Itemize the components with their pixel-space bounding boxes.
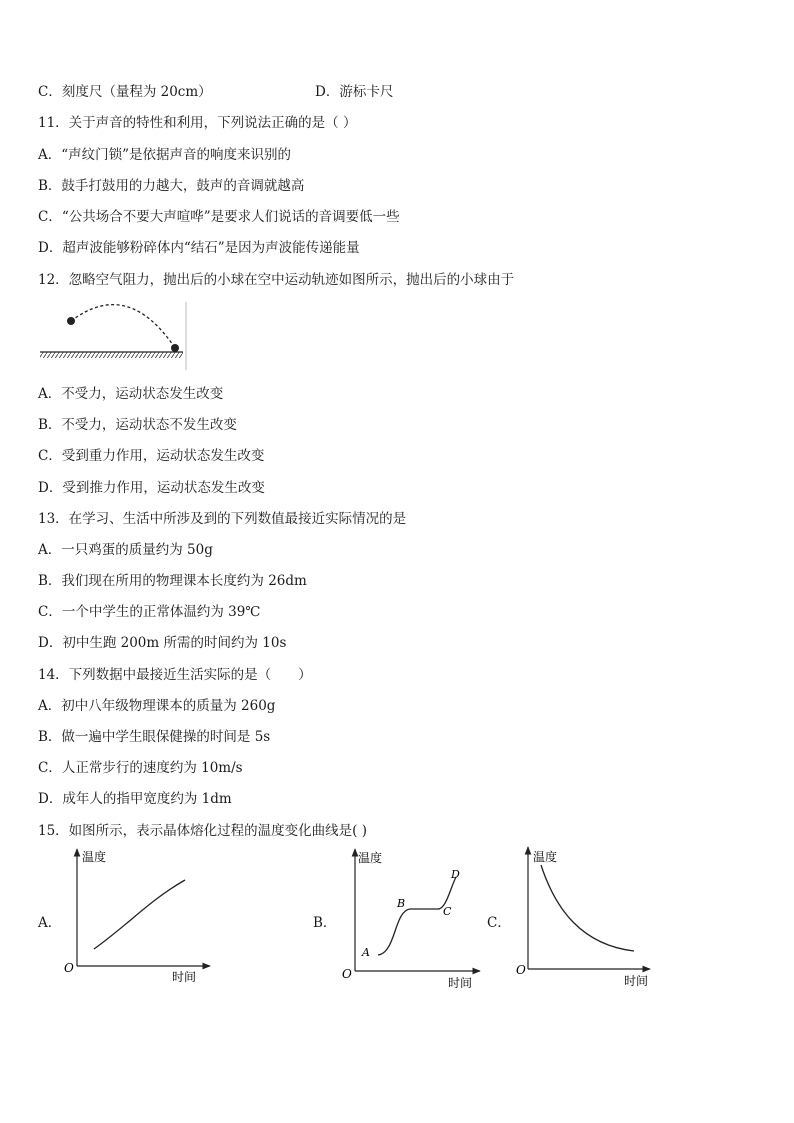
x-axis-label: 时间 <box>448 976 473 990</box>
q12-option-c: C．受到重力作用，运动状态发生改变 <box>38 448 265 464</box>
q11-option-d: D．超声波能够粉碎体内“结石”是因为声波能传递能量 <box>38 240 360 256</box>
q14-stem: 14．下列数据中最接近生活实际的是（ ） <box>38 667 312 683</box>
q14-option-d: D．成年人的指甲宽度约为 1dm <box>38 791 232 807</box>
q13-option-b: B．我们现在所用的物理课本长度约为 26dm <box>38 573 307 589</box>
q12-option-d: D．受到推力作用，运动状态发生改变 <box>38 480 265 496</box>
q11-option-b: B．鼓手打鼓用的力越大，鼓声的音调就越高 <box>38 178 305 194</box>
q12-ball-trajectory-figure <box>38 300 190 372</box>
trajectory-path <box>71 305 175 348</box>
origin-label: O <box>64 961 74 975</box>
q15-stem: 15．如图所示，表示晶体熔化过程的温度变化曲线是( ) <box>38 823 368 839</box>
q10-option-c: C．刻度尺（量程为 20cm） <box>38 84 212 100</box>
q14-option-b: B．做一遍中学生眼保健操的时间是 5s <box>38 729 271 745</box>
q12-stem: 12．忽略空气阻力，抛出后的小球在空中运动轨迹如图所示，抛出后的小球由于 <box>38 272 515 288</box>
q11-option-c: C．“公共场合不要大声喧哗”是要求人们说话的音调要低一些 <box>38 209 400 225</box>
q15-option-a-label: A． <box>38 915 62 931</box>
q13-option-c: C．一个中学生的正常体温约为 39℃ <box>38 604 261 620</box>
point-b-label: B <box>397 897 406 910</box>
x-axis-label: 时间 <box>172 970 197 984</box>
point-d-label: D <box>451 868 460 881</box>
x-axis-label: 时间 <box>624 974 649 988</box>
q14-option-c: C．人正常步行的速度约为 10m/s <box>38 760 243 776</box>
cooling-curve <box>541 865 634 951</box>
ball-end <box>171 344 179 352</box>
ball-start <box>67 317 75 325</box>
q13-option-d: D．初中生跑 200m 所需的时间约为 10s <box>38 635 287 651</box>
q10-option-d: D．游标卡尺 <box>315 84 394 100</box>
q13-stem: 13．在学习、生活中所涉及到的下列数值最接近实际情况的是 <box>38 511 407 527</box>
point-a-label: A <box>362 946 370 959</box>
ground-hatching <box>40 352 183 358</box>
q15-graph-a <box>60 845 220 985</box>
q12-option-a: A．不受力，运动状态发生改变 <box>38 386 224 402</box>
q11-stem: 11．关于声音的特性和利用，下列说法正确的是（ ） <box>38 115 357 131</box>
y-axis-label: 温度 <box>82 850 107 864</box>
q11-option-a: A．“声纹门锁”是依据声音的响度来识别的 <box>38 147 292 163</box>
point-c-label: C <box>443 905 452 918</box>
origin-label: O <box>516 963 526 977</box>
q15-graph-c <box>508 845 658 993</box>
q15-graph-b <box>338 845 488 993</box>
q14-option-a: A．初中八年级物理课本的质量为 260g <box>38 698 276 714</box>
q15-option-c-label: C． <box>487 915 511 931</box>
q12-option-b: B．不受力，运动状态不发生改变 <box>38 417 237 433</box>
q13-option-a: A．一只鸡蛋的质量约为 50g <box>38 542 213 558</box>
temperature-curve <box>94 880 185 949</box>
origin-label: O <box>342 967 352 981</box>
q15-option-b-label: B． <box>313 915 337 931</box>
y-axis-label: 温度 <box>533 850 558 864</box>
y-axis-label: 温度 <box>358 851 383 865</box>
